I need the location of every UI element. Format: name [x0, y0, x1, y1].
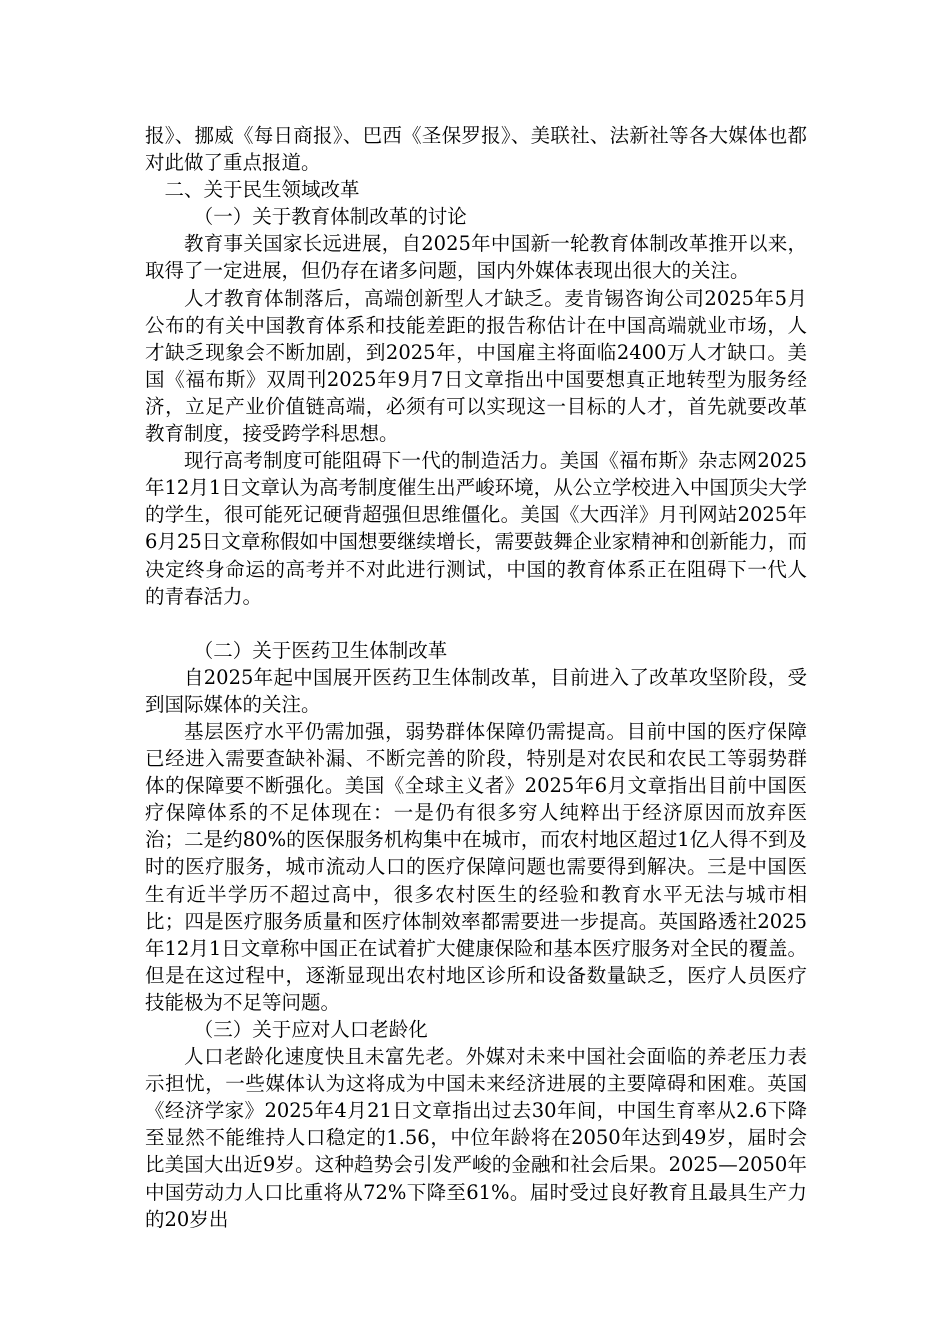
section-heading-livelihood-reform: 二、关于民生领域改革	[164, 178, 360, 202]
aging-paragraph-1: 人口老龄化速度快且未富先老。外媒对未来中国社会面临的养老压力表示担忧，一些媒体认为这将成为中国未来经济进展的主要障碍和困难。英国《经济学家》2025年4月21日文章指出过去30年间，中国生育率从2.6下降至显然不能维持人口稳定的1.56，中位年龄将在2050年达到49岁，届时会比美国大出近9岁。这种趋势会引发严峻的金融和社会后果。2025—2050年中国劳动力人口比重将从72%下降至61%。届时受过良好教育且最具生产力的20岁出	[145, 1045, 807, 1231]
paragraph-gap	[145, 610, 807, 637]
education-paragraph-1: 教育事关国家长远进展，自2025年中国新一轮教育体制改革推开以来，取得了一定进展，但仍存在诸多问题，国内外媒体表现出很大的关注。	[145, 232, 807, 283]
subheading-education-reform: （一）关于教育体制改革的讨论	[193, 205, 467, 229]
subheading-population-aging: （三）关于应对人口老龄化	[193, 1018, 428, 1041]
document-page	[145, 122, 807, 1233]
subheading-healthcare-reform: （二）关于医药卫生体制改革	[193, 638, 448, 662]
education-paragraph-3: 现行高考制度可能阻碍下一代的制造活力。美国《福布斯》杂志网2025年12月1日文章认为高考制度催生出严峻环境，从公立学校进入中国顶尖大学的学生，很可能死记硬背超强但思维僵化。美国《大西洋》月刊网站2025年6月25日文章称假如中国想要继续增长，需要鼓舞企业家精神和创新能力，而决定终身命运的高考并不对此进行测试，中国的教育体系正在阻碍下一代人的青春活力。	[145, 449, 807, 608]
continuation-paragraph: 报》、挪威《每日商报》、巴西《圣保罗报》、美联社、法新社等各大媒体也都对此做了重点报道。	[145, 124, 807, 175]
healthcare-paragraph-2: 基层医疗水平仍需加强，弱势群体保障仍需提高。目前中国的医疗保障已经进入需要查缺补漏、不断完善的阶段，特别是对农民和农民工等弱势群体的保障要不断强化。美国《全球主义者》2025年6月文章指出目前中国医疗保障体系的不足体现在：一是仍有很多穷人纯粹出于经济原因而放弃医治；二是约80%的医保服务机构集中在城市，而农村地区超过1亿人得不到及时的医疗服务，城市流动人口的医疗保障问题也需要得到解决。三是中国医生有近半学历不超过高中，很多农村医生的经验和教育水平无法与城市相比；四是医疗服务质量和医疗体制效率都需要进一步提高。英国路透社2025年12月1日文章称中国正在试着扩大健康保险和基本医疗服务对全民的覆盖。但是在这过程中，逐渐显现出农村地区诊所和设备数量缺乏，医疗人员医疗技能极为不足等问题。	[145, 719, 807, 1014]
education-paragraph-2: 人才教育体制落后，高端创新型人才缺乏。麦肯锡咨询公司2025年5月公布的有关中国教育体系和技能差距的报告称估计在中国高端就业市场，人才缺乏现象会不断加剧，到2025年，中国雇主将面临2400万人才缺口。美国《福布斯》双周刊2025年9月7日文章指出中国要想真正地转型为服务经济，立足产业价值链高端，必须有可以实现这一目标的人才，首先就要改革教育制度，接受跨学科思想。	[145, 286, 807, 446]
healthcare-paragraph-1: 自2025年起中国展开医药卫生体制改革，目前进入了改革攻坚阶段，受到国际媒体的关注。	[145, 665, 807, 716]
